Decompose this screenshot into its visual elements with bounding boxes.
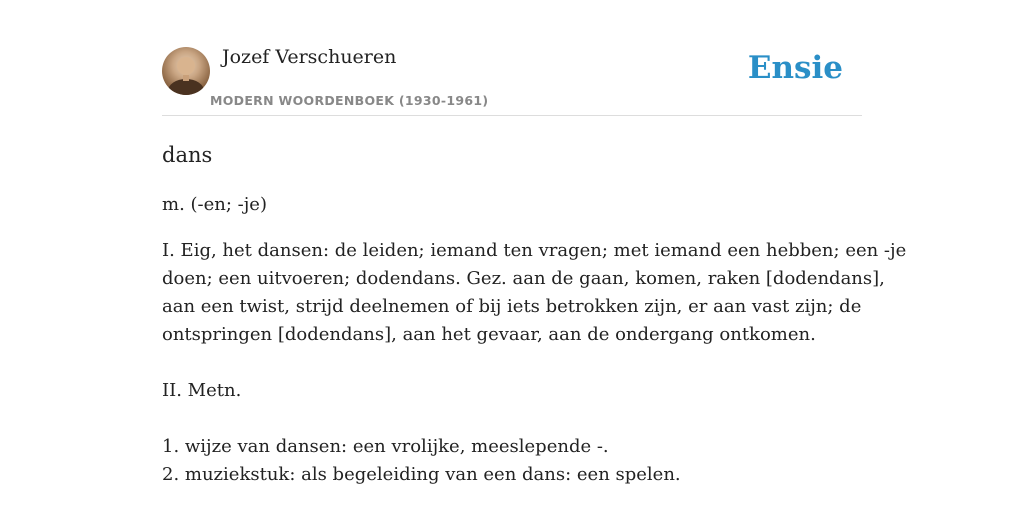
grammar-info: m. (-en; -je)	[162, 194, 267, 215]
definition-line: doen; een uitvoeren; dodendans. Gez. aan de gaan, komen, raken [dodendans],	[162, 268, 885, 289]
sense-heading: II. Metn.	[162, 380, 242, 401]
entry-content	[162, 140, 907, 489]
definition-line: ontspringen [dodendans], aan het gevaar, aan de ondergang ontkomen.	[162, 324, 816, 345]
sense-item: 1. wijze van dansen: een vrolijke, meeslepende -.	[162, 436, 609, 457]
sense-item: 2. muziekstuk: als begeleiding van een dans: een spelen.	[162, 464, 681, 485]
header	[162, 44, 862, 116]
definition	[162, 237, 907, 489]
author-avatar[interactable]	[162, 47, 210, 95]
blank-line	[162, 405, 882, 433]
definition-line: aan een twist, strijd deelnemen of bij iets betrokken zijn, er aan vast zijn; de	[162, 296, 862, 317]
definition-line: I. Eig, het dansen: de leiden; iemand ten vragen; met iemand een hebben; een -je	[162, 240, 907, 261]
portrait-icon	[162, 47, 210, 95]
site-logo[interactable]: Ensie	[747, 50, 843, 86]
author-name[interactable]: Jozef Verschueren	[222, 46, 397, 68]
blank-line	[162, 349, 882, 377]
source-title[interactable]: MODERN WOORDENBOEK (1930-1961)	[210, 93, 489, 108]
headword: dans	[162, 143, 213, 167]
